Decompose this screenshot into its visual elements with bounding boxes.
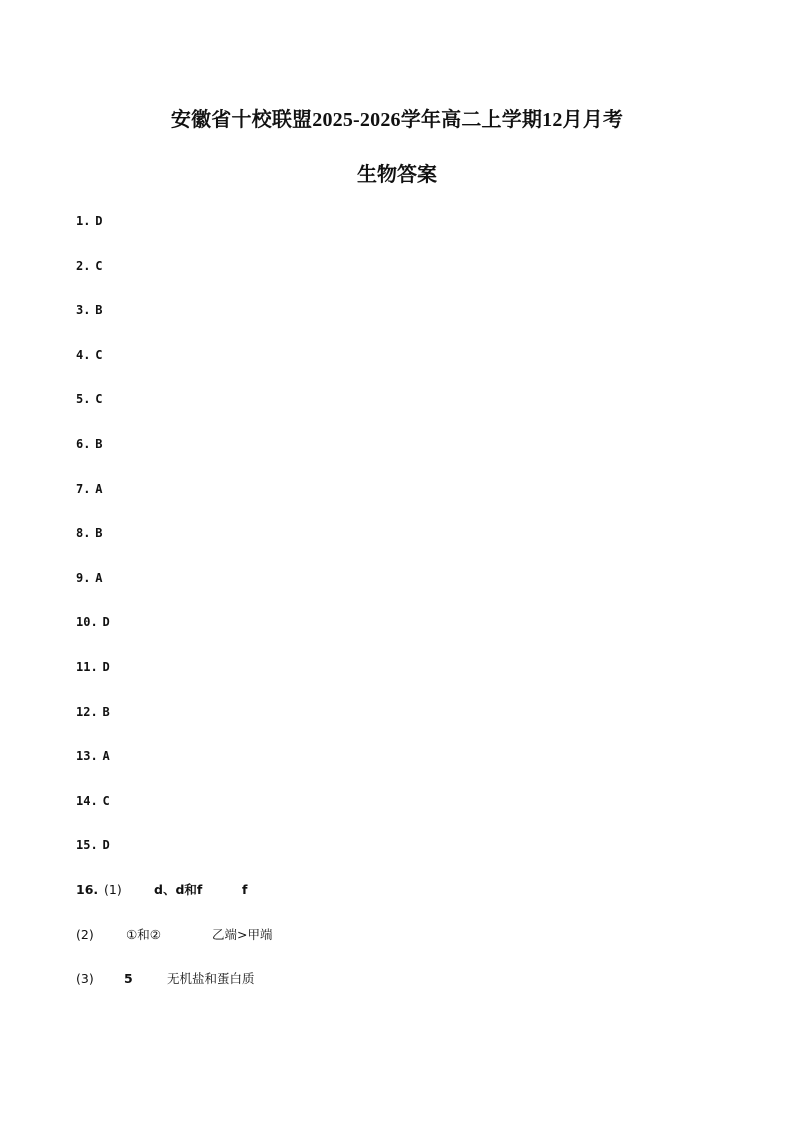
question-number: 6 (76, 436, 84, 451)
answer-row-15 (76, 836, 716, 881)
part-answer-1: 5 (124, 971, 133, 987)
separator: . (90, 793, 98, 808)
separator: . (83, 526, 91, 541)
answer-row-13 (76, 747, 716, 792)
question-number: 12 (76, 704, 91, 719)
answer-value: A (95, 570, 103, 585)
answer-row-12 (76, 703, 716, 748)
question-number: 8 (76, 526, 84, 541)
answer-value: D (102, 659, 110, 674)
answer-list (76, 212, 716, 1015)
separator: . (83, 258, 91, 273)
answer-row-5 (76, 390, 716, 435)
separator: . (83, 347, 91, 362)
separator: . (83, 214, 91, 228)
separator: . (83, 436, 91, 451)
page-subtitle: 生物答案 (357, 164, 437, 186)
q16-part-1 (76, 881, 716, 926)
answer-value: B (95, 436, 103, 451)
answer-value: D (95, 214, 103, 228)
answer-row-3 (76, 301, 716, 346)
answer-row-9 (76, 569, 716, 614)
q16-part-2 (76, 926, 716, 971)
separator: . (83, 303, 91, 318)
question-number: 10 (76, 615, 91, 630)
answer-value: D (102, 615, 110, 630)
answer-value: D (102, 838, 110, 853)
question-number: 15 (76, 838, 91, 853)
answer-row-7 (76, 480, 716, 525)
part-label: (3) (76, 971, 94, 987)
answer-row-2 (76, 257, 716, 302)
part-label: (2) (76, 926, 94, 942)
separator: . (83, 392, 91, 407)
question-number: 5 (76, 392, 84, 407)
separator: . (90, 659, 98, 674)
answer-row-6 (76, 435, 716, 480)
question-number: 4 (76, 347, 84, 362)
answer-value: A (102, 749, 110, 764)
question-number: 11 (76, 659, 91, 674)
separator: . (90, 615, 98, 630)
part-answer-2: 无机盐和蛋白质 (167, 971, 255, 987)
answer-row-8 (76, 524, 716, 569)
separator: . (90, 749, 98, 764)
answer-value: C (95, 392, 103, 407)
question-number: 2 (76, 258, 84, 273)
answer-row-10 (76, 613, 716, 658)
answer-value: B (95, 526, 103, 541)
part-answer-1: ①和② (126, 926, 161, 942)
answer-value: C (102, 793, 110, 808)
answer-value: B (95, 303, 103, 318)
answer-value: A (95, 481, 103, 496)
q16-part-3 (76, 970, 716, 1015)
answer-value: C (95, 258, 103, 273)
separator: . (90, 704, 98, 719)
answer-row-4 (76, 346, 716, 391)
separator: . (90, 838, 98, 853)
part-answer-2: f (242, 881, 248, 897)
question-number: 13 (76, 749, 91, 764)
answer-value: B (102, 704, 110, 719)
q16-number: 16. (76, 881, 99, 897)
answer-row-1 (76, 212, 716, 257)
part-answer-2: 乙端>甲端 (212, 926, 273, 942)
answer-row-11 (76, 658, 716, 703)
part-label: (1) (104, 881, 122, 897)
part-answer-1: d、d和f (154, 881, 203, 897)
page-title: 安徽省十校联盟2025-2026学年高二上学期12月月考 (170, 109, 624, 131)
question-number: 7 (76, 481, 84, 496)
separator: . (83, 570, 91, 585)
question-number: 14 (76, 793, 91, 808)
question-number: 1 (76, 214, 84, 228)
question-number: 3 (76, 303, 84, 318)
separator: . (83, 481, 91, 496)
answer-row-14 (76, 792, 716, 837)
answer-value: C (95, 347, 103, 362)
question-number: 9 (76, 570, 84, 585)
